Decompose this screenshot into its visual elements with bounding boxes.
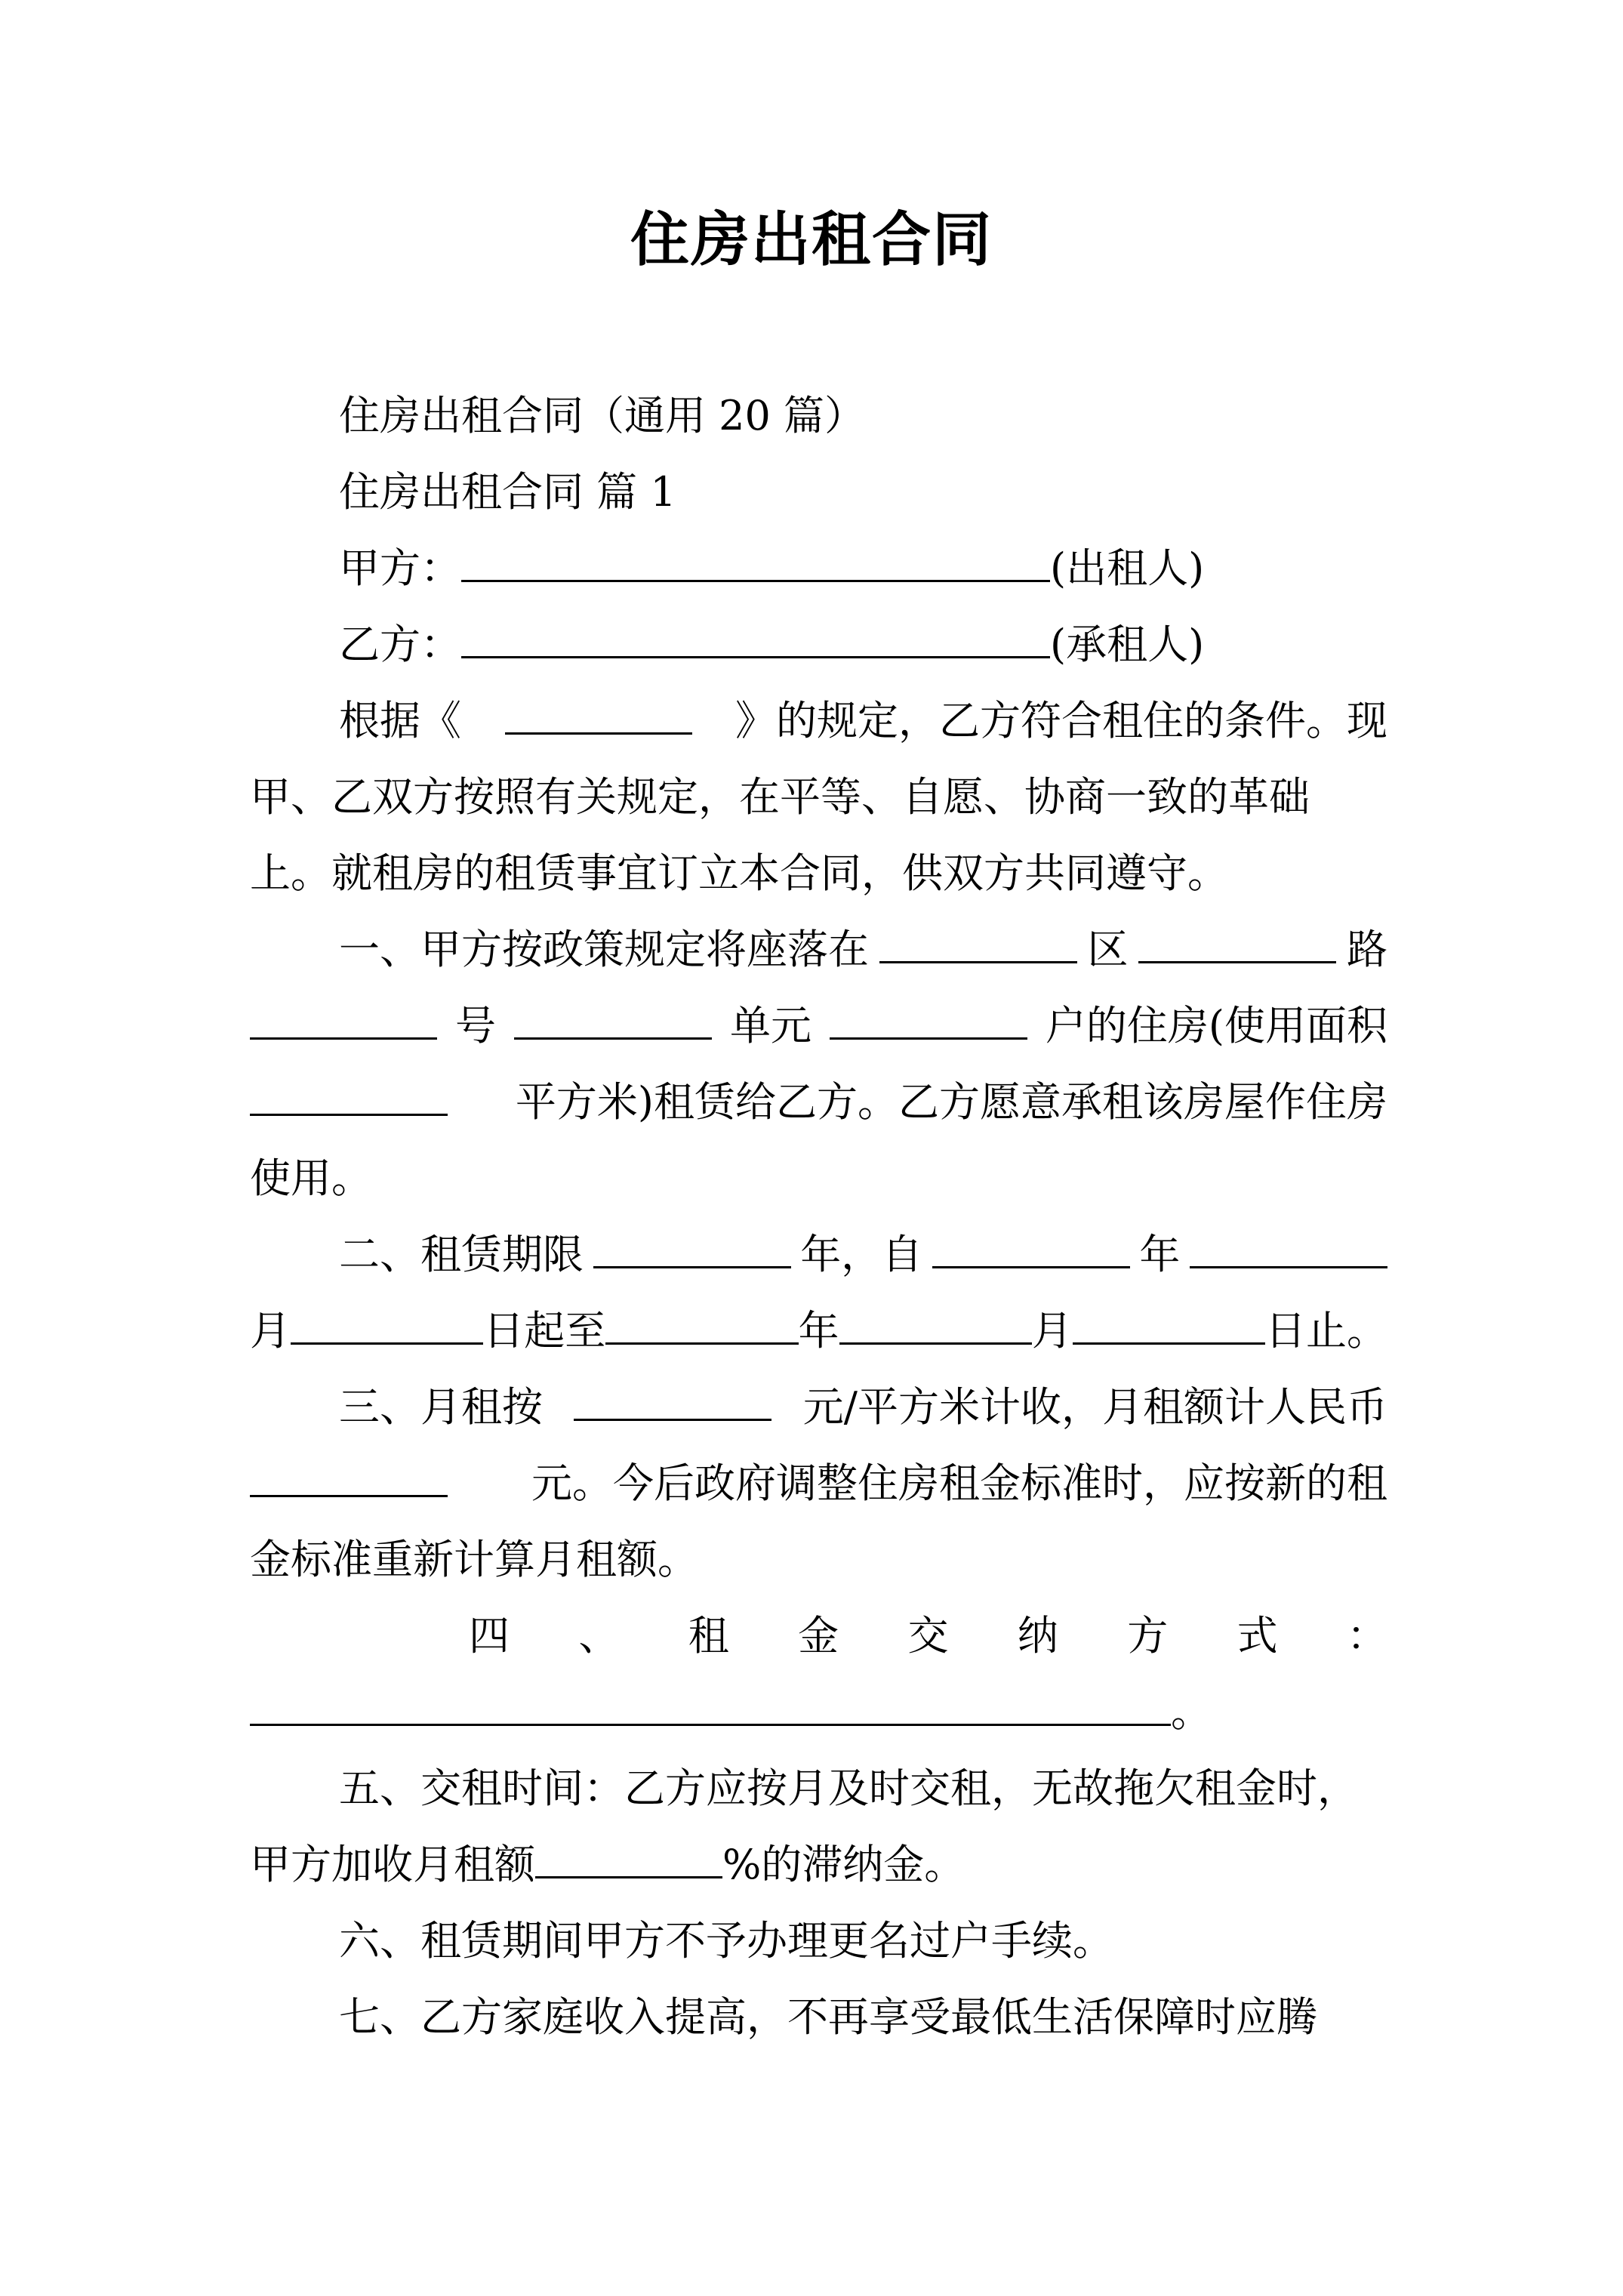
subtitle: 住房出租合同（通用 20 篇）	[339, 392, 866, 439]
clause-2-line-2	[250, 1293, 1387, 1369]
party-a-role: (出租人)	[1050, 544, 1205, 592]
clause-2-line-1	[250, 1216, 1387, 1293]
clause-text: 六、租赁期间甲方不予办理更名过户手续。	[339, 1917, 1113, 1965]
start-day-blank	[291, 1304, 483, 1345]
end-month-blank	[839, 1304, 1032, 1345]
clause-text: 区	[1087, 926, 1129, 973]
party-b-label: 乙方：	[339, 621, 461, 668]
clause-4-char: 金	[798, 1612, 839, 1660]
clause-text: 使用。	[250, 1154, 372, 1202]
rate-blank	[574, 1380, 771, 1421]
clause-4-char: ：	[1347, 1612, 1387, 1660]
clause-3-line-1	[250, 1369, 1387, 1445]
clause-text: 。	[1171, 1688, 1212, 1736]
clause-text: 五、交租时间：乙方应按月及时交租，无故拖欠租金时，	[339, 1764, 1358, 1812]
clause-text: 二、租赁期限	[339, 1231, 584, 1278]
household-blank	[830, 999, 1027, 1040]
clause-text: 甲方加收月租额	[250, 1841, 535, 1888]
article-heading-line	[250, 454, 1387, 530]
clause-text: 平方米)租赁给乙方。乙方愿意承租该房屋作住房	[515, 1078, 1387, 1126]
party-a-label: 甲方：	[339, 544, 461, 592]
clause-text: 一、甲方按政策规定将座落在	[339, 926, 869, 973]
party-a-blank	[461, 541, 1050, 582]
preamble-text: 根据《	[339, 697, 461, 744]
document-title: 住房出租合同	[630, 205, 993, 274]
clause-4-char: 租	[688, 1612, 729, 1660]
clause-5-line-2	[250, 1826, 1387, 1903]
road-blank	[1138, 923, 1336, 963]
clause-5-line-1	[250, 1750, 1387, 1826]
clause-4-line-2	[250, 1674, 1387, 1750]
clause-4-char: 纳	[1017, 1612, 1058, 1660]
clause-text: 户的住房(使用面积	[1045, 1002, 1387, 1049]
clause-text: 年	[1139, 1231, 1181, 1278]
late-fee-blank	[535, 1838, 722, 1878]
clause-text: 月	[250, 1307, 291, 1354]
clause-4-char: 交	[907, 1612, 949, 1660]
clause-1-line-3	[250, 1064, 1387, 1140]
clause-text: 金标准重新计算月租额。	[250, 1536, 698, 1583]
end-day-blank	[1073, 1304, 1265, 1345]
clause-text: 月	[1031, 1307, 1073, 1354]
clause-4-line-1	[250, 1598, 1387, 1674]
party-b-line	[250, 606, 1387, 683]
article-heading: 住房出租合同 篇 1	[339, 468, 676, 516]
clause-3-line-2	[250, 1445, 1387, 1521]
monthly-rent-blank	[250, 1456, 448, 1497]
end-year-blank	[605, 1304, 798, 1345]
term-years-blank	[593, 1228, 791, 1268]
clause-text: 日起至	[483, 1307, 606, 1354]
clause-text: 路	[1347, 926, 1387, 973]
subtitle-line	[250, 378, 1387, 454]
clause-text: 元/平方米计收，月租额计人民币	[802, 1383, 1387, 1431]
clause-1-line-4	[250, 1140, 1387, 1216]
clause-text: 日止。	[1265, 1307, 1387, 1354]
clause-1-line-2	[250, 988, 1387, 1064]
number-blank	[250, 999, 437, 1040]
area-blank	[250, 1075, 448, 1116]
payment-method-blank	[250, 1685, 1171, 1726]
clause-7-line	[250, 1979, 1387, 2055]
preamble-text: 》的规定，乙方符合租住的条件。现	[735, 697, 1387, 744]
preamble-text: 甲、乙双方按照有关规定，在平等、自愿、协商一致的革础	[250, 773, 1310, 821]
start-month-blank	[1190, 1228, 1387, 1268]
preamble-line-2	[250, 759, 1387, 835]
party-a-line	[250, 530, 1387, 606]
clause-text: %的滞纳金。	[722, 1841, 965, 1888]
clause-text: 年，自	[800, 1231, 923, 1278]
party-b-role: (承租人)	[1050, 621, 1205, 668]
clause-6-line	[250, 1903, 1387, 1979]
clause-text: 年	[798, 1307, 839, 1354]
preamble-text: 上。就租房的租赁事宜订立本合同，供双方共同遵守。	[250, 849, 1228, 897]
clause-text: 号	[454, 1002, 496, 1049]
law-name-blank	[505, 694, 692, 735]
document-body	[250, 378, 1387, 2055]
clause-1-line-1	[250, 911, 1387, 988]
unit-blank	[514, 999, 712, 1040]
preamble-line-3	[250, 835, 1387, 911]
clause-3-line-3	[250, 1521, 1387, 1598]
clause-text: 三、月租按	[339, 1383, 543, 1431]
party-b-blank	[461, 618, 1050, 658]
clause-4-char: 式	[1236, 1612, 1278, 1660]
clause-text: 单元	[729, 1002, 812, 1049]
clause-4-char: 四	[469, 1612, 510, 1660]
preamble-line-1	[250, 683, 1387, 759]
clause-text: 元。今后政府调整住房租金标准时，应按新的租	[531, 1459, 1387, 1507]
start-year-blank	[932, 1228, 1130, 1268]
district-blank	[879, 923, 1077, 963]
clause-4-char: 方	[1127, 1612, 1169, 1660]
clause-4-char: 、	[578, 1612, 620, 1660]
clause-text: 七、乙方家庭收入提高，不再享受最低生活保障时应腾	[339, 1993, 1317, 2041]
